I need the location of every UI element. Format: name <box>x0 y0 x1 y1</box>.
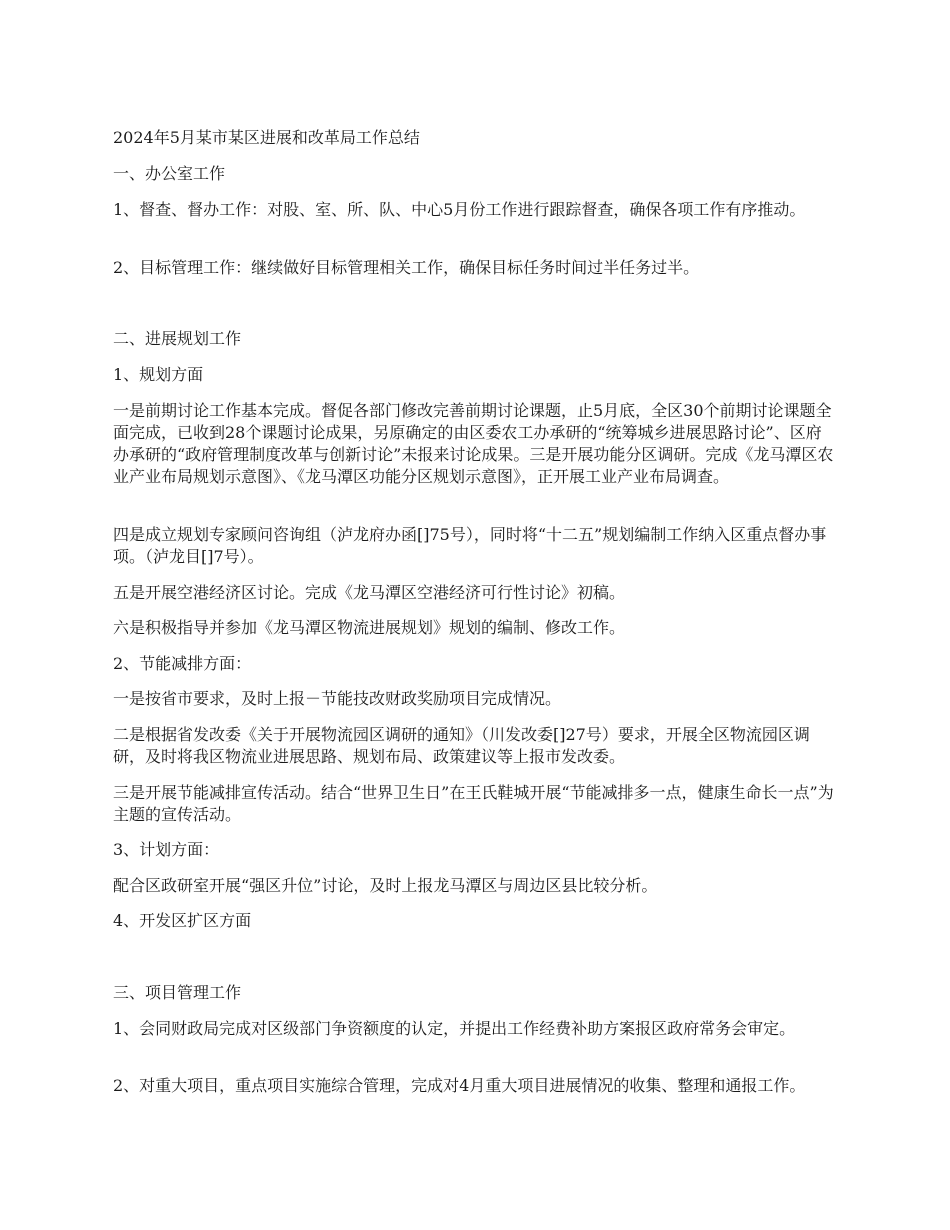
subheading: 3、计划方面： <box>113 840 220 859</box>
subheading: 2、节能减排方面： <box>113 654 252 673</box>
section-heading-office: 一、办公室工作 <box>113 164 226 183</box>
paragraph: 1、会同财政局完成对区级部门争资额度的认定，并提出工作经费补助方案报区政府常务会审定。 <box>113 1019 796 1038</box>
paragraph: 三是开展节能减排宣传活动。结合“世界卫生日”在王氏鞋城开展“节能减排多一点，健康生命长一点”为主题的宣传活动。 <box>113 783 834 824</box>
paragraph: 配合区政研室开展“强区升位”讨论，及时上报龙马潭区与周边区县比较分析。 <box>113 876 658 895</box>
paragraph: 五是开展空港经济区讨论。完成《龙马潭区空港经济可行性讨论》初稿。 <box>113 583 626 602</box>
paragraph: 四是成立规划专家顾问咨询组（泸龙府办函[]75号），同时将“十二五”规划编制工作纳入区重点督办事项。（泸龙目[]7号）。 <box>113 525 827 566</box>
paragraph: 一是按省市要求，及时上报－节能技改财政奖励项目完成情况。 <box>113 689 562 708</box>
paragraph: 六是积极指导并参加《龙马潭区物流进展规划》规划的编制、修改工作。 <box>113 618 626 637</box>
subheading: 1、规划方面 <box>113 365 204 384</box>
section-heading-planning: 二、进展规划工作 <box>113 329 242 348</box>
paragraph: 二是根据省发改委《关于开展物流园区调研的通知》（川发改委[]27号）要求，开展全区物流园区调研，及时将我区物流业进展思路、规划布局、政策建议等上报市发改委。 <box>113 725 810 766</box>
paragraph: 一是前期讨论工作基本完成。督促各部门修改完善前期讨论课题，止5月底，全区30个前期讨论课题全面完成，已收到28个课题讨论成果，另原确定的由区委农工办承研的“统筹城乡进展思路讨论”、区府办承研的“政府管理制度改革与创新讨论”未报来讨论成果。三是开展功能分区调研。完成《龙马潭区农业产业布局规划示意图》、《龙马潭区功能分区规划示意图》，正开展工业产业布局调查。 <box>113 401 834 486</box>
section-heading-projects: 三、项目管理工作 <box>113 983 242 1002</box>
subheading: 4、开发区扩区方面 <box>113 911 252 930</box>
paragraph: 1、督查、督办工作：对股、室、所、队、中心5月份工作进行跟踪督查，确保各项工作有序推动。 <box>113 200 806 219</box>
document-title: 2024年5月某市某区进展和改革局工作总结 <box>113 128 420 147</box>
paragraph: 2、目标管理工作：继续做好目标管理相关工作，确保目标任务时间过半任务过半。 <box>113 258 700 277</box>
paragraph: 2、对重大项目，重点项目实施综合管理，完成对4月重大项目进展情况的收集、整理和通报工作。 <box>113 1076 806 1095</box>
